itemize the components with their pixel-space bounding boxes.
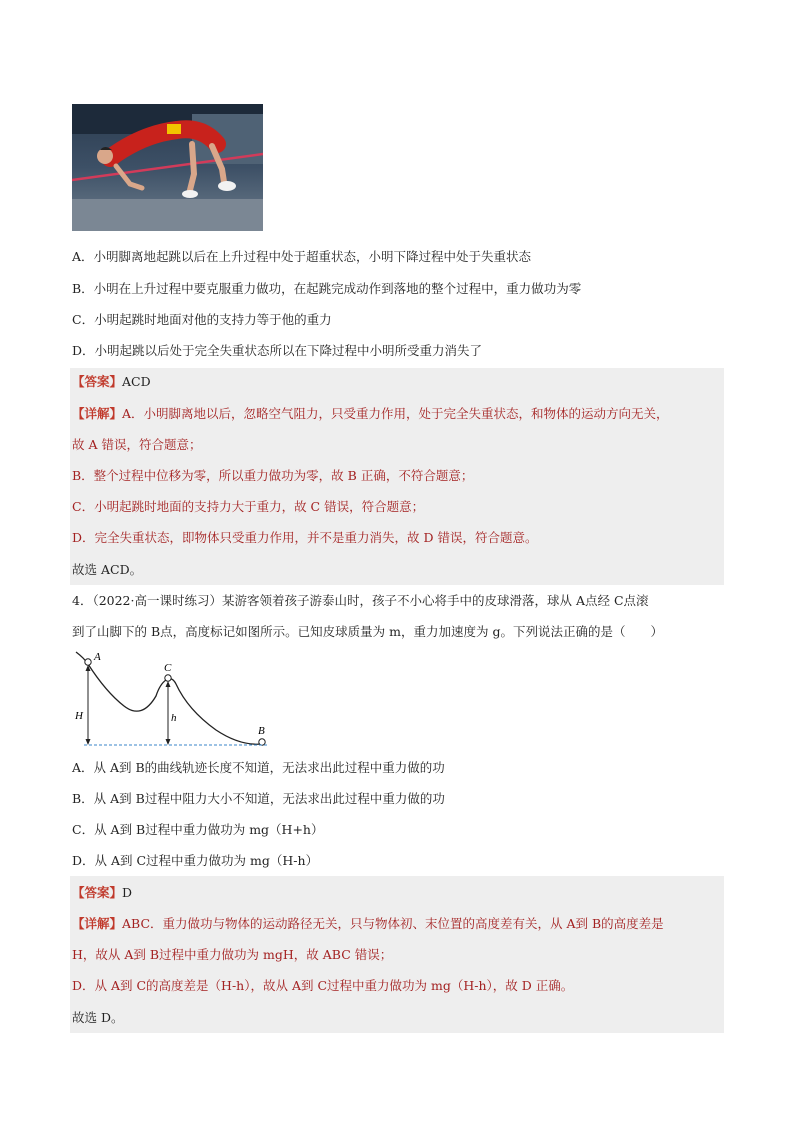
q3-detail-line-5: D．完全失重状态，即物体只受重力作用，并不是重力消失，故 D 错误，符合题意。 xyxy=(72,530,538,545)
label-a: A xyxy=(94,651,101,663)
q3-detail-line-1: 【详解】A．小明脚离地以后，忽略空气阻力，只受重力作用，处于完全失重状态，和物体的运动方向无关， xyxy=(72,406,669,421)
slope-diagram xyxy=(72,648,272,754)
q3-option-b: B．小明在上升过程中要克服重力做功，在起跳完成动作到落地的整个过程中，重力做功为零 xyxy=(72,281,582,296)
q4-option-a: A．从 A到 B的曲线轨迹长度不知道，无法求出此过程中重力做的功 xyxy=(72,760,445,775)
q3-option-a: A．小明脚离地起跳以后在上升过程中处于超重状态，小明下降过程中处于失重状态 xyxy=(72,249,532,264)
q4-answer-value: D xyxy=(122,885,133,900)
q3-option-d: D．小明起跳以后处于完全失重状态所以在下降过程中小明所受重力消失了 xyxy=(72,343,483,358)
q4-answer xyxy=(72,884,132,902)
q4-answer-label: 【答案】 xyxy=(72,885,123,900)
q4-detail-line-1: 【详解】ABC．重力做功与物体的运动路径无关，只与物体初、末位置的高度差有关，从 A到 B的高度差是 xyxy=(72,916,664,931)
q3-detail-label: 【详解】 xyxy=(72,406,123,421)
q4-conclusion: 故选 D。 xyxy=(72,1010,124,1025)
q3-option-c: C．小明起跳时地面对他的支持力等于他的重力 xyxy=(72,312,332,327)
q4-detail-label: 【详解】 xyxy=(72,916,123,931)
q3-detail-line-4: C．小明起跳时地面的支持力大于重力，故 C 错误，符合题意； xyxy=(72,499,425,514)
q4-option-b: B．从 A到 B过程中阻力大小不知道，无法求出此过程中重力做的功 xyxy=(72,791,445,806)
q3-answer xyxy=(72,373,151,391)
q4-detail-line-2: H，故从 A到 B过程中重力做功为 mgH，故 ABC 错误； xyxy=(72,947,393,962)
high-jump-photo xyxy=(72,104,263,231)
q3-detail-line-2: 故 A 错误，符合题意； xyxy=(72,437,202,452)
q3-answer-label: 【答案】 xyxy=(72,374,123,389)
q3-conclusion: 故选 ACD。 xyxy=(72,562,143,577)
q4-option-c: C．从 A到 B过程中重力做功为 mg（H+h） xyxy=(72,822,324,837)
q3-answer-value: ACD xyxy=(122,374,151,389)
q3-detail-line-3: B．整个过程中位移为零，所以重力做功为零，故 B 正确，不符合题意； xyxy=(72,468,474,483)
label-H: H xyxy=(75,710,83,722)
q4-stem-line-1: 4．（2022·高一课时练习）某游客领着孩子游泰山时，孩子不小心将手中的皮球滑落，球从 A点经 C点滚 xyxy=(72,593,649,608)
q4-option-d: D．从 A到 C过程中重力做功为 mg（H-h） xyxy=(72,853,319,868)
label-h: h xyxy=(171,712,177,724)
q4-detail-line-3: D．从 A到 C的高度差是（H-h），故从 A到 C过程中重力做功为 mg（H-h），故 D 正确。 xyxy=(72,978,574,993)
label-b: B xyxy=(258,725,265,737)
q4-stem-line-2: 到了山脚下的 B点，高度标记如图所示。已知皮球质量为 m，重力加速度为 g。下列说法正确的是（ ） xyxy=(72,624,663,639)
label-c: C xyxy=(164,662,172,674)
